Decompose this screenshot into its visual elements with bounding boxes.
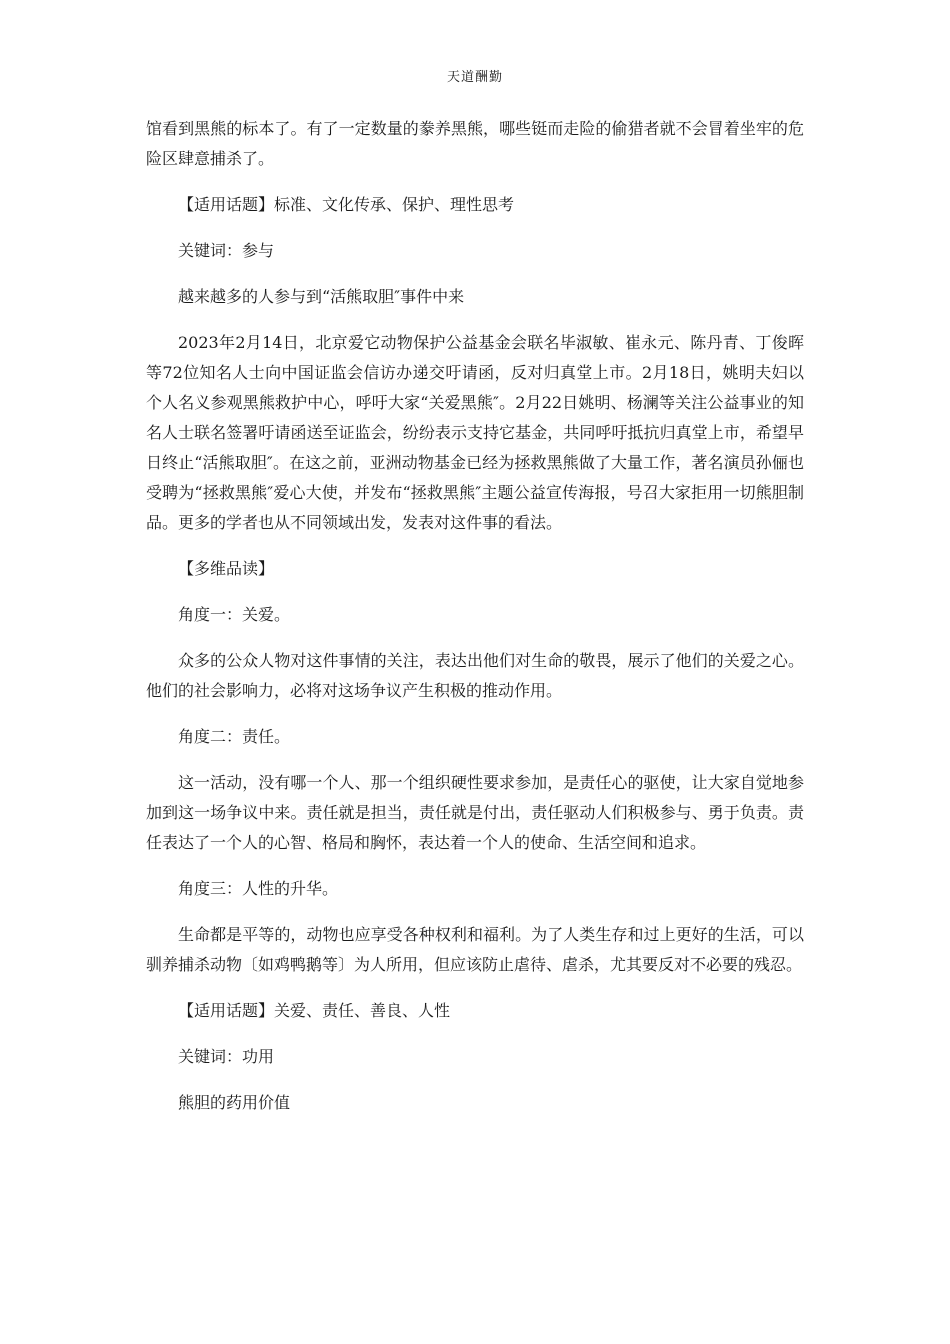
paragraph-care: 众多的公众人物对这件事情的关注，表达出他们对生命的敬畏，展示了他们的关爱之心。他们的社会影响力，必将对这场争议产生积极的推动作用。 (146, 651, 804, 700)
topic-line: 【适用话题】关爱、责任、善良、人性 (178, 1001, 451, 1020)
angle-heading: 角度三：人性的升华。 (178, 879, 339, 898)
paragraph-humanity: 生命都是平等的，动物也应享受各种权利和福利。为了人类生存和过上更好的生活，可以驯养捕杀动物〔如鸡鸭鹅等〕为人所用，但应该防止虐待、虐杀，尤其要反对不必要的残忍。 (146, 925, 804, 974)
section-heading: 越来越多的人参与到“活熊取胆″事件中来 (178, 287, 465, 306)
paragraph-event: 2023年2月14日，北京爱它动物保护公益基金会联名毕淑敏、崔永元、陈丹青、丁俊晖等72位知名人士向中国证监会信访办递交吁请函，反对归真堂上市。2月18日，姚明夫妇以个人名义参观黑熊救护中心，呼吁大家“关爱黑熊″。2月22日姚明、杨澜等关注公益事业的知名人士联名签署吁请函送至证监会，纷纷表示支持它基金，共同呼吁抵抗归真堂上市，希望早日终止“活熊取胆″。在这之前，亚洲动物基金已经为拯救黑熊做了大量工作，著名演员孙俪也受聘为“拯救黑熊″爱心大使，并发布“拯救黑熊″主题公益宣传海报，号召大家拒用一切熊胆制品。更多的学者也从不同领域出发，发表对这件事的看法。 (146, 333, 804, 532)
angle-heading: 角度一：关爱。 (178, 605, 291, 624)
section-heading: 熊胆的药用价值 (178, 1093, 291, 1112)
page-header: 天道酬勤 (446, 70, 503, 85)
keyword-line: 关键词：参与 (178, 241, 275, 260)
keyword-line: 关键词：功用 (178, 1047, 275, 1066)
paragraph-continuation: 馆看到黑熊的标本了。有了一定数量的豢养黑熊，哪些铤而走险的偷猎者就不会冒着坐牢的危险区肆意捕杀了。 (146, 119, 804, 168)
angle-heading: 角度二：责任。 (178, 727, 291, 746)
paragraph-responsibility: 这一活动，没有哪一个人、那一个组织硬性要求参加，是责任心的驱使，让大家自觉地参加到这一场争议中来。责任就是担当，责任就是付出，责任驱动人们积极参与、勇于负责。责任表达了一个人的心智、格局和胸怀，表达着一个人的使命、生活空间和追求。 (146, 773, 804, 852)
document-body (146, 114, 804, 1134)
section-heading: 【多维品读】 (178, 559, 275, 578)
topic-line: 【适用话题】标准、文化传承、保护、理性思考 (178, 195, 515, 214)
